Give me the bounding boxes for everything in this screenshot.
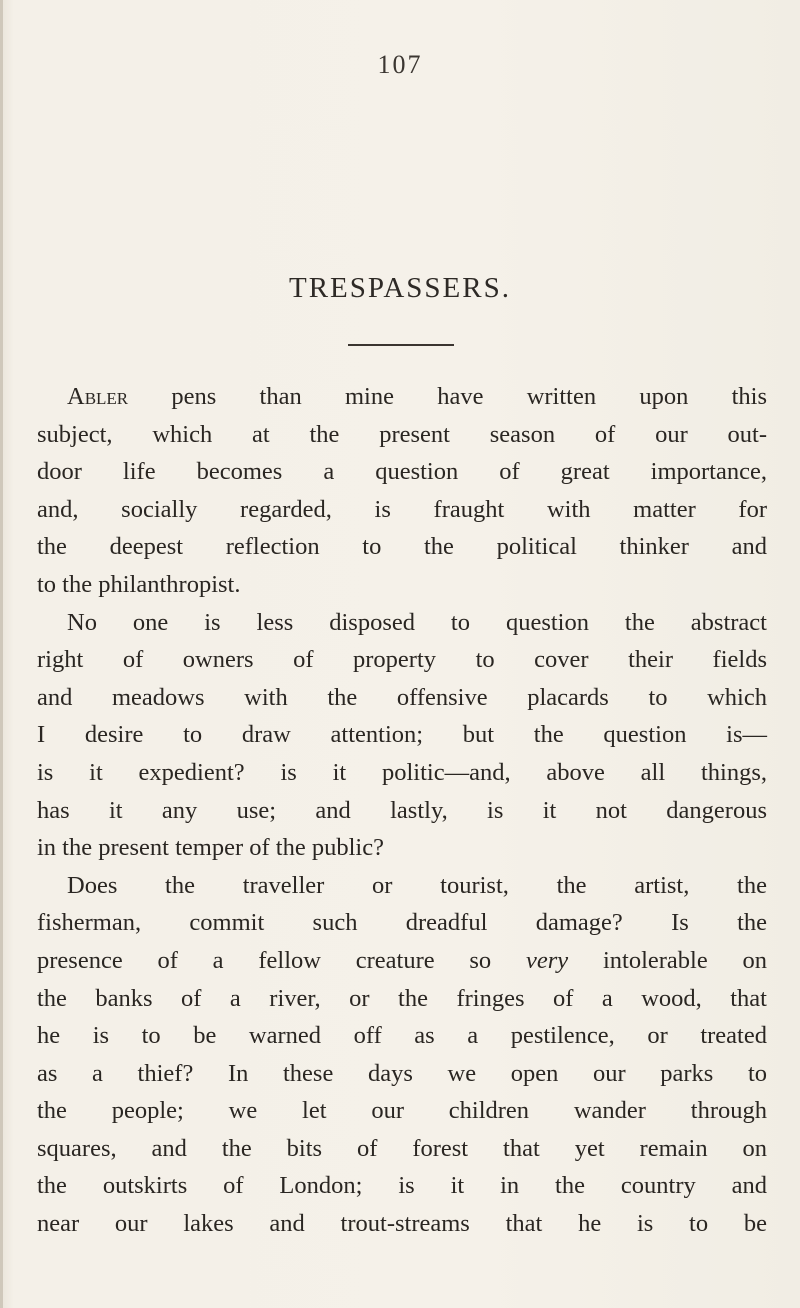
text-line: and meadows with the offensive placards to which	[37, 683, 767, 711]
text-line: to the philanthropist.	[37, 570, 241, 598]
chapter-title: TRESPASSERS.	[288, 272, 511, 304]
text-line: as a thief? In these days we open our parks to	[37, 1059, 767, 1087]
text-line: the people; we let our children wander through	[37, 1097, 767, 1125]
text-line: near our lakes and trout-streams that he is to be	[37, 1210, 767, 1238]
text-line: subject, which at the present season of our out-	[37, 420, 767, 448]
text-line: door life becomes a question of great importance,	[37, 458, 767, 486]
text-line: and, socially regarded, is fraught with matter for	[37, 495, 767, 523]
page-number: 107	[377, 50, 423, 79]
title-divider-rule	[348, 344, 454, 346]
text-line: the outskirts of London; is it in the country and	[37, 1172, 767, 1200]
text-line: the deepest reflection to the political thinker and	[37, 533, 767, 561]
text-line: he is to be warned off as a pestilence, or treated	[37, 1022, 767, 1050]
text-line: squares, and the bits of forest that yet remain on	[37, 1134, 767, 1162]
text-line: is it expedient? is it politic—and, above all things,	[37, 758, 767, 786]
text-line: the banks of a river, or the fringes of a wood, that	[37, 984, 767, 1012]
text-line: right of owners of property to cover their fields	[37, 646, 767, 674]
text-line: No one is less disposed to question the abstract	[67, 608, 767, 636]
opening-word: Abler	[67, 383, 129, 410]
body-text	[37, 378, 767, 1243]
text-line: fisherman, commit such dreadful damage? Is the	[37, 909, 767, 937]
text-line: Does the traveller or tourist, the artist, the	[67, 871, 767, 899]
text-line: Abler pens than mine have written upon this	[67, 383, 767, 410]
emphasis: very	[525, 946, 569, 974]
page-binding-edge	[0, 0, 3, 1308]
text-line: has it any use; and lastly, is it not dangerous	[37, 796, 767, 824]
text-line: I desire to draw attention; but the question is—	[37, 721, 767, 749]
text-line: in the present temper of the public?	[37, 834, 384, 862]
text-line: presence of a fellow creature so very intolerable on	[37, 946, 768, 974]
